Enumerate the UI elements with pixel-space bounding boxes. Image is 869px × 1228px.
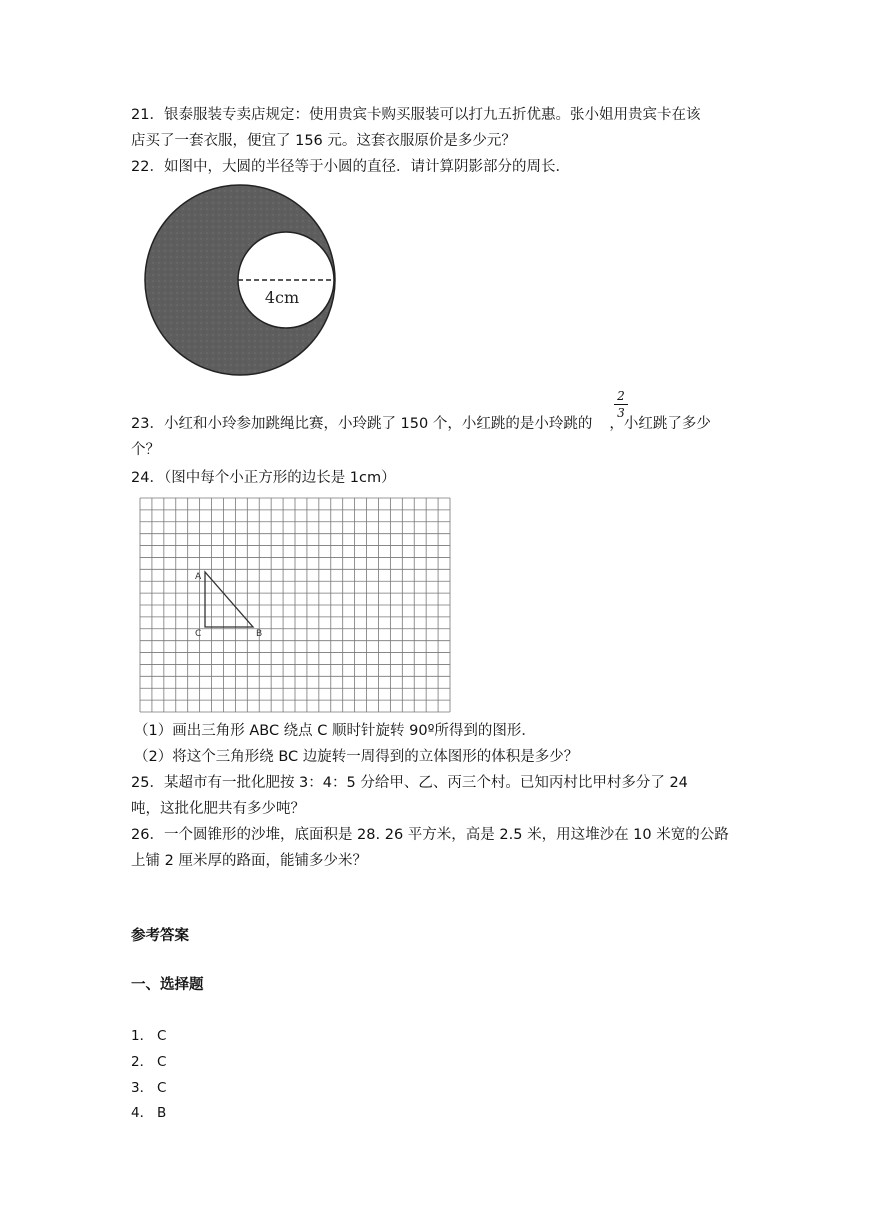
answer-value: B — [157, 1105, 167, 1121]
answers-heading: 参考答案 — [131, 928, 189, 944]
answer-number: 2． — [131, 1054, 154, 1070]
q24-sub2: （2）将这个三角形绕 BC 边旋转一周得到的立体图形的体积是多少？ — [134, 749, 579, 765]
answer-item — [131, 1052, 166, 1072]
q22-circle-figure — [140, 183, 340, 383]
q23-text-line2: 个？ — [131, 442, 160, 458]
answer-number: 3． — [131, 1080, 154, 1096]
q21-text-line2: 店买了一套衣服，便宜了 156 元。这套衣服原价是多少元？ — [131, 133, 516, 149]
answer-item — [131, 1103, 166, 1123]
q21-text-line1: 21．银泰服装专卖店规定：使用贵宾卡购买服装可以打九五折优惠。张小姐用贵宾卡在该 — [131, 107, 701, 123]
answer-item — [131, 1078, 166, 1098]
diameter-label: 4cm — [264, 288, 300, 307]
fraction-bar — [614, 404, 628, 405]
answer-value: C — [157, 1054, 167, 1070]
answer-item — [131, 1026, 166, 1046]
point-c-label: C — [195, 629, 202, 639]
q25-text-line1: 25．某超市有一批化肥按 3：4：5 分给甲、乙、丙三个村。已知丙村比甲村多分了 24 — [131, 775, 688, 791]
q22-text: 22．如图中，大圆的半径等于小圆的直径．请计算阴影部分的周长． — [131, 159, 570, 175]
q26-text-line1: 26．一个圆锥形的沙堆，底面积是 28. 26 平方米，高是 2.5 米，用这堆沙在 10 米宽的公路 — [131, 827, 729, 843]
fraction-denominator: 3 — [617, 406, 625, 420]
triangle-abc — [205, 572, 253, 627]
answer-number: 4． — [131, 1105, 154, 1121]
q24-sub1: （1）画出三角形 ABC 绕点 C 顺时针旋转 90º所得到的图形． — [134, 723, 536, 739]
grid-lines — [140, 498, 450, 712]
answer-number: 1． — [131, 1028, 154, 1044]
answer-value: C — [157, 1080, 167, 1096]
answer-value: C — [157, 1028, 167, 1044]
q23-text-after: ，小红跳了多少 — [609, 416, 711, 432]
point-a-label: A — [195, 572, 202, 582]
q24-text: 24．（图中每个小正方形的边长是 1cm） — [131, 470, 396, 486]
q23-text-before: 23．小红和小玲参加跳绳比赛，小玲跳了 150 个，小红跳的是小玲跳的 — [131, 416, 593, 432]
q25-text-line2: 吨，这批化肥共有多少吨？ — [131, 801, 305, 817]
section-title: 一、选择题 — [131, 977, 204, 993]
fraction-numerator: 2 — [617, 389, 625, 403]
q26-text-line2: 上铺 2 厘米厚的路面，能铺多少米？ — [131, 853, 367, 869]
point-b-label: B — [256, 629, 263, 639]
fraction-two-thirds — [614, 389, 628, 420]
q24-grid-figure — [139, 497, 451, 713]
